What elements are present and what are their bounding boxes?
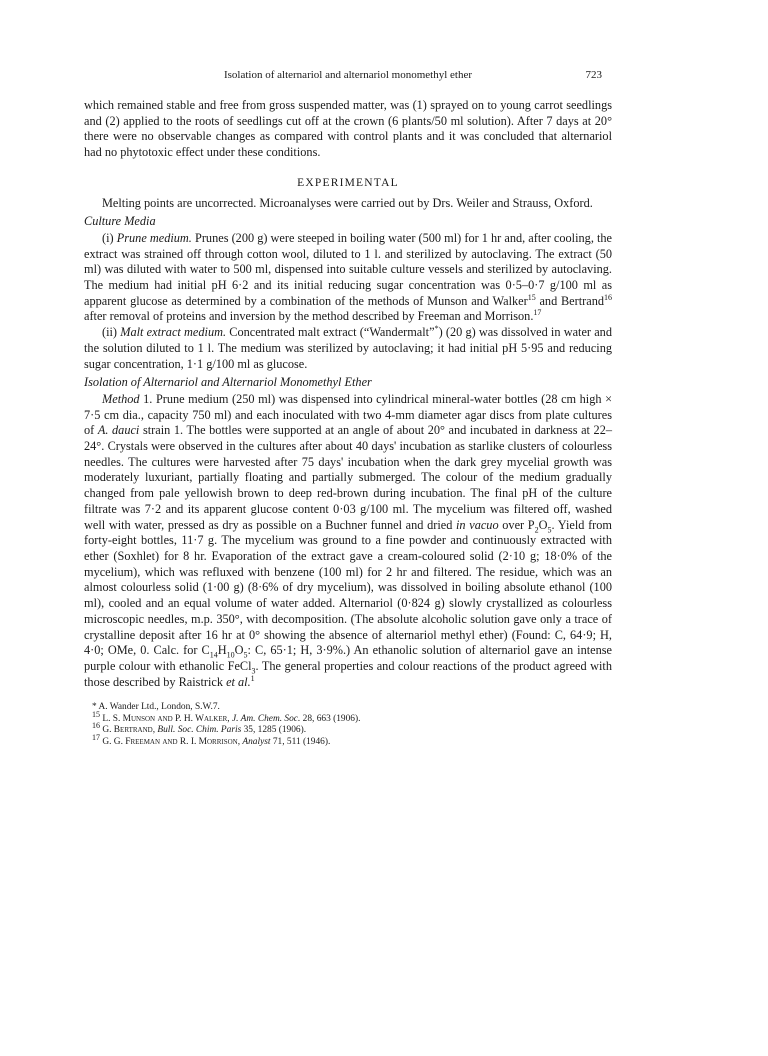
method-number: 1.	[143, 391, 153, 406]
prune-label: (i)	[102, 230, 114, 245]
page-header	[84, 68, 612, 84]
running-title: Isolation of alternariol and alternariol monomethyl ether	[223, 69, 473, 81]
paper-page	[84, 68, 612, 748]
malt-title: Malt extract medium.	[120, 325, 227, 340]
species-name: A. dauci	[97, 423, 140, 438]
ref-16: 16	[604, 292, 612, 302]
footnote-authors: G. Bertrand,	[102, 725, 156, 736]
in-vacuo: in vacuo	[456, 517, 499, 532]
ref-1: 1	[250, 673, 255, 683]
method-text-c: over P	[502, 517, 535, 532]
prune-medium-paragraph	[84, 231, 612, 325]
ref-15: 15	[527, 292, 536, 302]
footnote-details: 35, 1285 (1906).	[243, 725, 307, 736]
footnote-mark: 15	[92, 709, 100, 719]
footnote-star	[84, 702, 612, 713]
ref-17: 17	[533, 308, 542, 318]
malt-text-b: ) (20 g) was dissolved in water and the solution diluted to 1 l. The medium was sterilized by autoclaving; it had initial pH 5·95 and reducing sugar concentration, 1·1 g/100 ml as glucose.	[84, 325, 612, 371]
formula-h: H	[217, 643, 227, 658]
experimental-heading: EXPERIMENTAL	[297, 176, 399, 189]
malt-text-a: Concentrated malt extract (“Wandermalt”	[229, 325, 435, 340]
footnote-authors: G. G. Freeman and R. I. Morrison,	[102, 736, 241, 747]
method-1-paragraph	[84, 392, 612, 690]
method-text-b: strain 1. The bottles were supported at an angle of about 20° and incubated in darkness at 22–24°. Crystals were observed in the cultures after about 40 days' incubation as starlike clusters of colourless needles. The cultures were harvested after 75 days' incubation when the dark grey mycelial growth was moderately luxuriant, partially floating and partially submerged. The colour of the medium gradually changed from pale yellowish brown to deep red-brown during incubation. The final pH of the culture filtrate was 7·2 and its apparent glucose content 0·03 g/100 ml. The mycelium was filtered off, washed well with water, pressed as dry as possible on a Buchner funnel and dried	[84, 423, 612, 532]
footnote-journal: Analyst	[242, 736, 271, 747]
formula-c-sub: 14	[209, 650, 218, 660]
p2o5-sub-5: 5	[547, 525, 552, 535]
footnote-mark: *	[92, 702, 97, 713]
method-text-d: . Yield from forty-eight bottles, 11·7 g. The mycelium was ground to a fine powder and continuously extracted with ether (Soxhlet) for 8 hr. Evaporation of the extract gave a cream-coloured solid (2·10 g; 18·0% of the mycelium), which was refluxed with benzene (100 ml) for 2 hr and filtered. The residue, which was an almost colourless solid (1·00 g) (8·6% of dry mycelium), was dissolved in boiling absolute ethanol (100 ml), cooled and an equal volume of water added. Alternariol (0·824 g) slowly crystallized as colourless microscopic needles, m.p. 350°, with decomposition. (The absolute alcoholic solution gave only a trace of crystalline deposit after 16 hr at 0° showing the absence of alternariol methyl ether) (Found: C, 64·9; H, 4·0; OMe, 0. Calc. for C	[84, 517, 612, 658]
et-al: et al.	[226, 674, 251, 689]
prune-text-a: Prunes (200 g) were steeped in boiling water (500 ml) for 1 hr and, after cooling, the extract was strained off through cotton wool, diluted to 1 l. and sterilized by autoclaving. The extract (50 ml) was diluted with water to 500 ml, dispensed into suitable culture vessels and sterilized by autoclaving. The medium had initial pH 6·2 and its initial reducing sugar concentration was 0·5–0·7 g/100 ml as apparent glucose as determined by a combination of the methods of Munson and Walker	[84, 230, 613, 308]
melting-points-paragraph: Melting points are uncorrected. Microanalyses were carried out by Drs. Weiler and Strauss, Oxford.	[102, 195, 593, 210]
formula-o-sub: 5	[243, 650, 248, 660]
footnote-authors: L. S. Munson and P. H. Walker,	[102, 713, 230, 724]
malt-medium-paragraph	[84, 325, 612, 372]
footnote-details: 28, 663 (1906).	[302, 713, 361, 724]
method-label: Method	[102, 391, 140, 406]
method-text-f: . The general properties and colour reactions of the product agreed with those described by Raistrick	[84, 658, 612, 689]
prune-text-b: and Bertrand	[535, 293, 604, 308]
page-number: 723	[585, 69, 602, 81]
p2o5-sub-2: 2	[534, 525, 539, 535]
formula-o: O	[234, 643, 244, 658]
method-text-e: : C, 65·1; H, 3·9%.) An ethanolic solution of alternariol gave an intense purple colour with ethanolic FeCl	[84, 643, 612, 673]
footnote-journal: Bull. Soc. Chim. Paris	[157, 725, 242, 736]
footnotes	[84, 702, 612, 748]
malt-label: (ii)	[102, 325, 118, 340]
culture-media-heading: Culture Media	[84, 214, 156, 229]
footnote-17	[84, 732, 612, 748]
method-text-c2: O	[538, 517, 548, 532]
prune-text-c: after removal of proteins and inversion by the method described by Freeman and Morrison.	[84, 309, 534, 324]
footnote-mark: 16	[92, 721, 100, 730]
footnote-mark: 17	[92, 732, 100, 742]
footnote-star-ref: *	[434, 324, 439, 334]
prune-title: Prune medium.	[116, 230, 192, 245]
fecl3-sub: 3	[251, 666, 256, 676]
formula-h-sub: 10	[226, 650, 235, 660]
intro-paragraph: which remained stable and free from gross suspended matter, was (1) sprayed on to young carrot seedlings and (2) applied to the roots of seedlings cut off at the crown (6 plants/50 ml solution). After 7 days at 20° there were no observable changes as compared with control plants and it was concluded that alternariol had no phytotoxic effect under these conditions.	[84, 98, 612, 160]
footnote-details: 71, 511 (1946).	[272, 736, 331, 747]
footnote-journal: J. Am. Chem. Soc.	[231, 713, 301, 724]
isolation-heading: Isolation of Alternariol and Alternariol Monomethyl Ether	[84, 375, 372, 390]
footnote-text: A. Wander Ltd., London, S.W.7.	[98, 702, 220, 713]
footnote-16	[84, 721, 612, 736]
method-text-a: Prune medium (250 ml) was dispensed into cylindrical mineral-water bottles (28 cm high × 7·5 cm dia., capacity 750 ml) and each inoculated with two 4-mm diameter agar discs from plate cultures of	[84, 391, 613, 438]
footnote-15	[84, 709, 612, 725]
